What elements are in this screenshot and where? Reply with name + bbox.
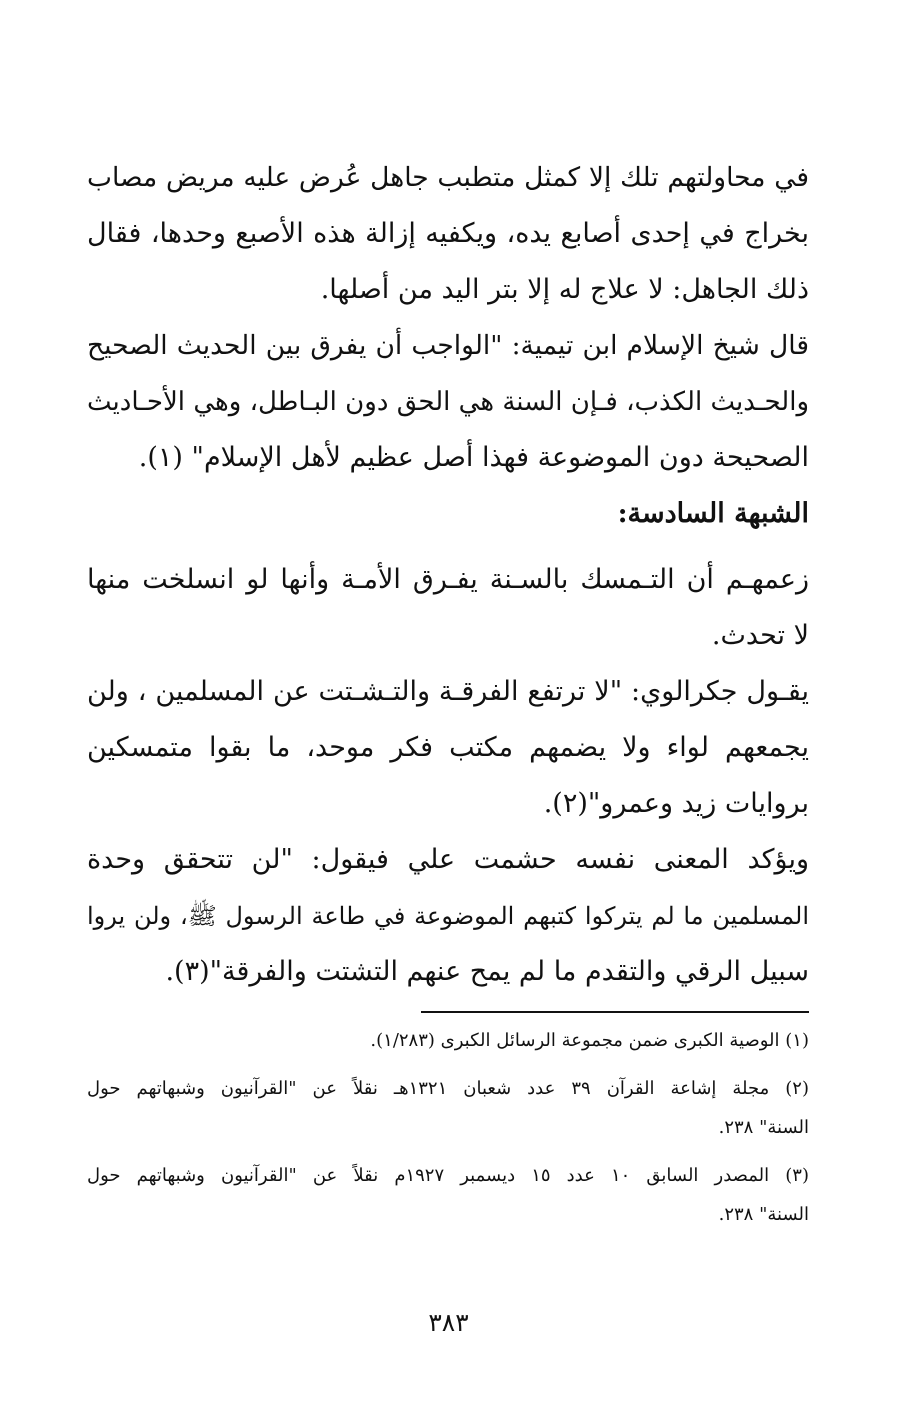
body-line: الصحيحة دون الموضوعة فهذا أصل عظيم لأهل الإسلام" (١).	[138, 442, 809, 473]
footnote-1: (١) الوصية الكبرى ضمن مجموعة الرسائل الكبرى (١/٢٨٣).	[370, 1030, 809, 1051]
body-line: والحـديث الكذب، فـإن السنة هي الحق دون البـاطل، وهي الأحـاديث	[87, 387, 809, 417]
body-line: بخراج في إحدى أصابع يده، ويكفيه إزالة هذه الأصبع وحدها، فقال	[87, 218, 809, 249]
footnote-2-continued: السنة" ٢٣٨.	[718, 1117, 809, 1138]
body-line: زعمهـم أن التـمسك بالسـنة يفـرق الأمـة وأنها لو انسلخت منها	[87, 564, 809, 595]
footnote-3-continued: السنة" ٢٣٨.	[718, 1204, 809, 1225]
body-line: قال شيخ الإسلام ابن تيمية: "الواجب أن يفرق بين الحديث الصحيح	[87, 330, 809, 361]
footnote-separator	[421, 1011, 809, 1013]
footnote-3: (٣) المصدر السابق ١٠ عدد ١٥ ديسمبر ١٩٢٧م نقلاً عن "القرآنيون وشبهاتهم حول	[87, 1165, 809, 1186]
body-line: في محاولتهم تلك إلا كمثل متطبب جاهل عُرض عليه مريض مصاب	[87, 162, 809, 193]
section-heading: الشبهة السادسة:	[617, 498, 809, 529]
body-line: لا تحدث.	[711, 620, 809, 651]
body-line: المسلمين ما لم يتركوا كتبهم الموضوعة في طاعة الرسول ﷺ، ولن يروا	[87, 902, 809, 930]
page-number: ٣٨٣	[428, 1308, 469, 1337]
body-line: سبيل الرقي والتقدم ما لم يمح عنهم التشتت والفرقة"(٣).	[165, 956, 809, 987]
footnote-2: (٢) مجلة إشاعة القرآن ٣٩ عدد شعبان ١٣٢١هـ نقلاً عن "القرآنيون وشبهاتهم حول	[87, 1078, 809, 1099]
body-line: بروايات زيد وعمرو"(٢).	[543, 788, 809, 819]
body-line: ويؤكد المعنى نفسه حشمت علي فيقول: "لن تتحقق وحدة	[87, 844, 809, 875]
body-line: يجمعهم لواء ولا يضمهم مكتب فكر موحد، ما بقوا متمسكين	[87, 732, 809, 763]
body-line: ذلك الجاهل: لا علاج له إلا بتر اليد من أصلها.	[320, 274, 809, 305]
body-line: يقـول جكرالوي: "لا ترتفع الفرقـة والتـشـتت عن المسلمين ، ولن	[87, 676, 809, 707]
